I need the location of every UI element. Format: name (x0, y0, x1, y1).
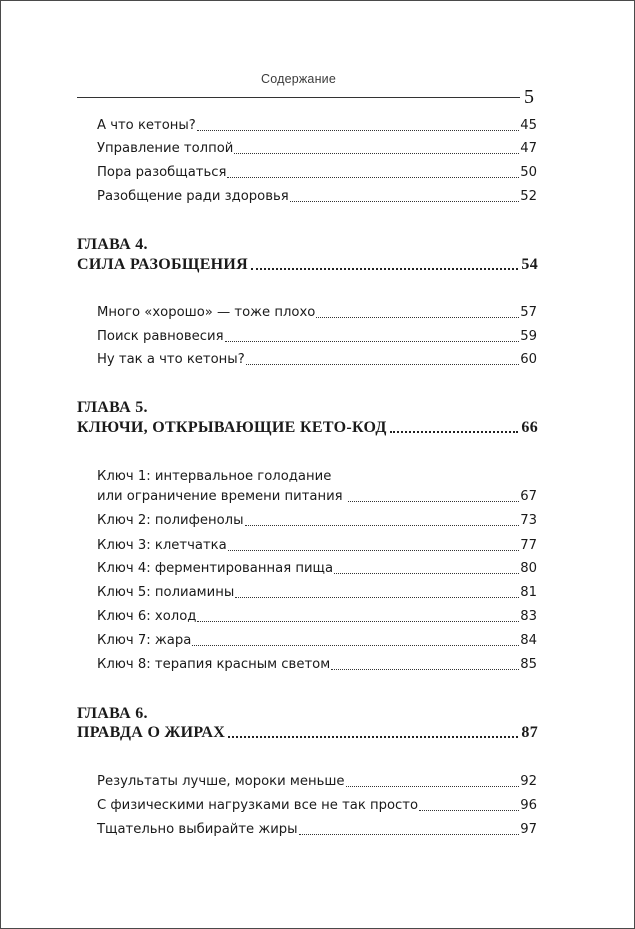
chapter-heading[interactable] (77, 254, 538, 276)
dot-leader (290, 201, 519, 202)
chapter-label: ГЛАВА 4. (77, 236, 148, 253)
dot-leader (228, 550, 520, 551)
dot-leader (246, 364, 520, 365)
page-number: 5 (524, 86, 534, 108)
toc-entry-title: Ключ 7: жара (97, 633, 192, 648)
toc-entry-page: 97 (520, 822, 537, 837)
toc-entry-title: Ключ 8: терапия красным светом (97, 657, 331, 672)
chapter-page: 66 (521, 419, 538, 436)
toc-entry[interactable] (97, 139, 537, 159)
dot-leader (299, 834, 520, 835)
dot-leader (334, 573, 519, 574)
toc-entry-title: Ключ 1: интервальное голодание или ограничение времени питания (97, 469, 343, 504)
chapter-label: ГЛАВА 5. (77, 399, 148, 416)
toc-entry-title: Ну так а что кетоны? (97, 352, 245, 367)
toc-entry[interactable] (97, 772, 537, 792)
toc-entry-title: А что кетоны? (97, 118, 196, 133)
header-rule (77, 97, 520, 98)
chapter-title: ПРАВДА О ЖИРАХ (77, 724, 226, 741)
running-head: Содержание (260, 72, 337, 86)
toc-entry-page: 96 (520, 798, 537, 813)
toc-entry[interactable] (97, 327, 537, 347)
toc-entry-page: 59 (520, 329, 537, 344)
dot-leader (192, 645, 519, 646)
toc-entry[interactable] (97, 796, 537, 816)
toc-entry-page: 67 (520, 489, 537, 504)
toc-entry[interactable] (97, 163, 537, 183)
dot-leader (316, 317, 519, 318)
toc-entry-page: 52 (520, 189, 537, 204)
toc-entry-page: 80 (520, 561, 537, 576)
toc-entry[interactable] (97, 583, 537, 603)
toc-entry-page: 47 (520, 141, 537, 156)
dot-leader (235, 597, 519, 598)
toc-entry-title: Тщательно выбирайте жиры (97, 822, 298, 837)
toc-entry-title: Управление толпой (97, 141, 234, 156)
toc-entry-title: Результаты лучше, мороки меньше (97, 774, 345, 789)
toc-entry-page: 73 (520, 513, 537, 528)
toc-entry[interactable] (97, 511, 537, 531)
dot-leader (197, 130, 519, 131)
chapter-title: КЛЮЧИ, ОТКРЫВАЮЩИЕ КЕТО-КОД (77, 419, 387, 436)
toc-entry-title: Поиск равновесия (97, 329, 224, 344)
toc-entry-page: 77 (520, 538, 537, 553)
dot-leader (225, 341, 520, 342)
toc-entry[interactable] (97, 607, 537, 627)
toc-entry[interactable] (97, 187, 537, 207)
toc-entry-page: 84 (520, 633, 537, 648)
toc-entry-page: 81 (520, 585, 537, 600)
toc-entry[interactable] (97, 559, 537, 579)
dot-leader (228, 736, 518, 738)
toc-entry[interactable] (97, 536, 537, 556)
toc-entry[interactable] (97, 820, 537, 840)
toc-entry[interactable] (97, 303, 537, 323)
dot-leader (251, 268, 518, 270)
toc-entry-page: 50 (520, 165, 537, 180)
toc-entry-title: Ключ 6: холод (97, 609, 197, 624)
toc-entry[interactable] (97, 116, 537, 136)
toc-entry-page: 85 (520, 657, 537, 672)
dot-leader (331, 669, 519, 670)
toc-entry-page: 45 (520, 118, 537, 133)
dot-leader (227, 177, 519, 178)
toc-entry-title: Много «хорошо» — тоже плохо (97, 305, 316, 320)
toc-entry[interactable] (97, 655, 537, 675)
chapter-page: 87 (521, 724, 538, 741)
dot-leader (390, 431, 519, 433)
toc-entry-title: Ключ 3: клетчатка (97, 538, 227, 553)
toc-entry-page: 57 (520, 305, 537, 320)
toc-entry-title: Пора разобщаться (97, 165, 227, 180)
chapter-heading[interactable] (77, 417, 538, 439)
chapter-page: 54 (521, 256, 538, 273)
toc-entry[interactable] (97, 467, 537, 507)
toc-entry-page: 60 (520, 352, 537, 367)
toc-entry-page: 92 (520, 774, 537, 789)
dot-leader (197, 621, 519, 622)
dot-leader (245, 525, 520, 526)
chapter-label: ГЛАВА 6. (77, 705, 148, 722)
toc-entry-title: Ключ 2: полифенолы (97, 513, 244, 528)
toc-entry-title: С физическими нагрузками все не так просто (97, 798, 419, 813)
toc-entry[interactable] (97, 631, 537, 651)
dot-leader (346, 786, 520, 787)
chapter-heading[interactable] (77, 722, 538, 744)
toc-entry-title: Ключ 5: полиамины (97, 585, 235, 600)
dot-leader (348, 501, 519, 502)
chapter-title: СИЛА РАЗОБЩЕНИЯ (77, 256, 249, 273)
toc-entry-title: Разобщение ради здоровья (97, 189, 289, 204)
dot-leader (419, 810, 519, 811)
toc-entry-page: 83 (520, 609, 537, 624)
toc-entry[interactable] (97, 350, 537, 370)
toc-entry-title: Ключ 4: ферментированная пища (97, 561, 334, 576)
dot-leader (234, 153, 519, 154)
